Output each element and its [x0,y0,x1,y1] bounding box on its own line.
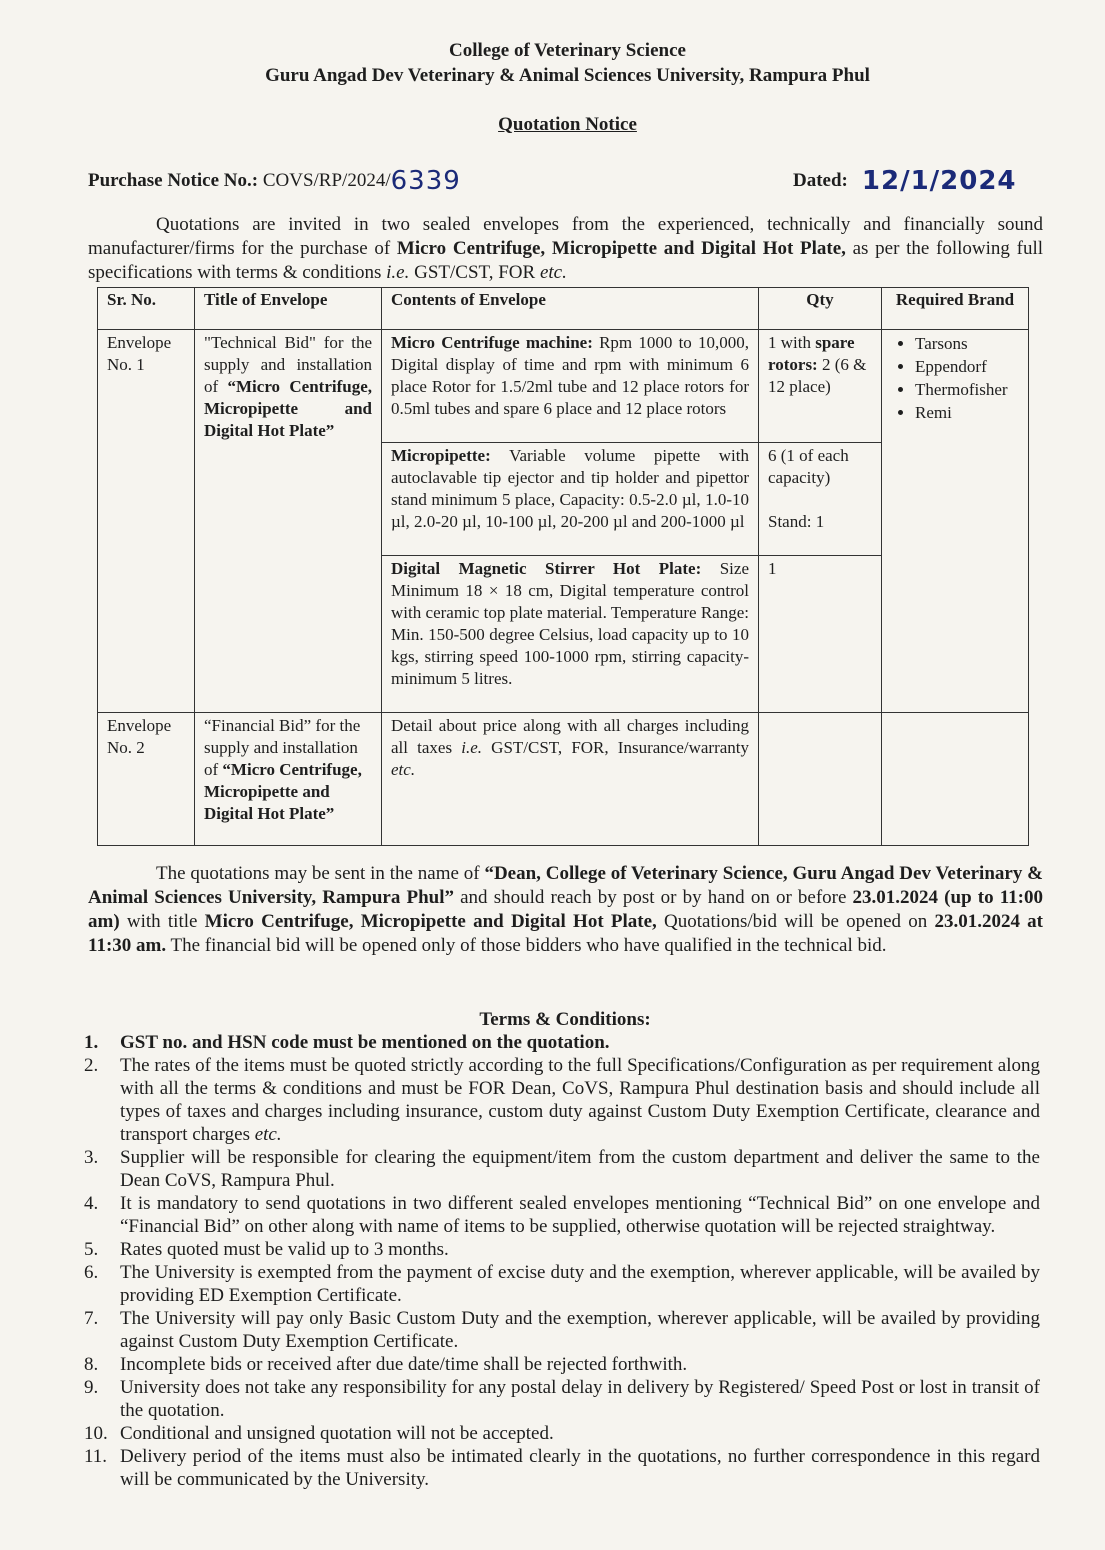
terms-title: Terms & Conditions: [479,1009,651,1030]
envelope-2-title: “Financial Bid” for the supply and installation of “Micro Centrifuge, Micropipette and Digital Hot Plate” [195,713,382,846]
qty-micropipette: 6 (1 of each capacity) Stand: 1 [759,443,882,556]
purchase-notice-number: COVS/RP/2024/ [262,170,391,191]
list-item: 7. The University will pay only Basic Custom Duty and the exemption, wherever applicable, will be availed by providing against Custom Duty Exemption Certificate. [84,1308,1040,1352]
required-brands [882,330,1029,713]
col-qty: Qty [759,288,882,330]
college-name: College of Veterinary Science [449,40,686,61]
envelope-2-brand [882,713,1029,846]
purchase-notice-line [88,163,461,196]
list-item: 10. Conditional and unsigned quotation will not be accepted. [84,1423,554,1444]
university-name: Guru Angad Dev Veterinary & Animal Sciences University, Rampura Phul [265,65,870,86]
table-header-row [98,288,1029,330]
dated-label: Dated: [793,170,848,191]
list-item: 9. University does not take any responsibility for any postal delay in delivery by Registered/ Speed Post or lost in transit of the quotation. [84,1377,1040,1421]
envelope-table [97,287,1029,846]
brand-item: • Eppendorf [915,355,1019,378]
qty-micro-centrifuge: 1 with spare rotors: 2 (6 & 12 place) [759,330,882,443]
item-hot-plate: Digital Magnetic Stirrer Hot Plate: Size Minimum 18 × 18 cm, Digital temperature control with ceramic top plate material. Temperature Range: Min. 150-500 degree Celsius, load capacity up to 10 kgs, stirring speed 100-1000 rpm, stirring capacity- minimum 5 litres. [382,556,759,713]
list-item: 2. The rates of the items must be quoted strictly according to the full Specifications/Configuration as per requirement along with all the terms & conditions and must be FOR Dean, CoVS, Rampura Phul destination basis and should include all types of taxes and charges including insurance, custom duty against Custom Duty Exemption Certificate, clearance and transport charges etc. [84,1055,1040,1145]
intro-paragraph: Quotations are invited in two sealed envelopes from the experienced, technically and financially sound manufacturer/firms for the purchase of Micro Centrifuge, Micropipette and Digital Hot Plate, as per the following full specifications with terms & conditions i.e. GST/CST, FOR etc. [88,214,1044,283]
dated-line [793,163,1017,196]
col-brand: Required Brand [882,288,1029,330]
envelope-2-contents: Detail about price along with all charges including all taxes i.e. GST/CST, FOR, Insurance/warranty etc. [382,713,759,846]
list-item: 3. Supplier will be responsible for clearing the equipment/item from the custom department and deliver the same to the Dean CoVS, Rampura Phul. [84,1147,1040,1191]
list-item: 1. GST no. and HSN code must be mentioned on the quotation. [84,1032,610,1053]
terms-list [84,1031,1040,1491]
notice-title: Quotation Notice [498,114,637,135]
list-item: 11. Delivery period of the items must also be intimated clearly in the quotations, no further correspondence in this regard will be communicated by the University. [84,1446,1040,1490]
envelope-2-qty [759,713,882,846]
col-sr-no: Sr. No. [98,288,195,330]
item-micropipette: Micropipette: Variable volume pipette with autoclavable tip ejector and tip holder and pipettor stand minimum 5 place, Capacity: 0.5-2.0 µl, 1.0-10 µl, 2.0-20 µl, 10-100 µl, 20-200 µl and 200-1000 µl [382,443,759,556]
brand-item: • Thermofisher [915,378,1019,401]
envelope-1-sr: Envelope No. 1 [98,330,195,713]
list-item: 4. It is mandatory to send quotations in two different sealed envelopes mentioning “Technical Bid” on one envelope and “Financial Bid” on other along with name of items to be supplied, otherwise quotation will be rejected straightway. [84,1193,1040,1237]
item-micro-centrifuge: Micro Centrifuge machine: Rpm 1000 to 10,000, Digital display of time and rpm with minimum 6 place Rotor for 1.5/2ml tube and 12 place rotors for 0.5ml tubes and spare 6 place and 12 place rotors [382,330,759,443]
qty-hot-plate: 1 [759,556,882,713]
list-item: 8. Incomplete bids or received after due date/time shall be rejected forthwith. [84,1354,688,1375]
handwritten-notice-number: 6339 [390,166,461,196]
table-row [98,330,1029,443]
brand-item: • Tarsons [915,332,1019,355]
col-title: Title of Envelope [195,288,382,330]
purchase-notice-label: Purchase Notice No.: [88,170,259,191]
submission-paragraph: The quotations may be sent in the name of “Dean, College of Veterinary Science, Guru Angad Dev Veterinary & Animal Sciences University, Rampura Phul” and should reach by post or by hand on or before 23.01.2024 (up to 11:00 am) with title Micro Centrifuge, Micropipette and Digital Hot Plate, Quotations/bid will be opened on 23.01.2024 at 11:30 am. The financial bid will be opened only of those bidders who have qualified in the technical bid. [88,863,1044,956]
envelope-1-title: "Technical Bid" for the supply and installation of “Micro Centrifuge, Micropipette and Digital Hot Plate” [195,330,382,713]
table-row [98,713,1029,846]
handwritten-date: 12/1/2024 [861,166,1017,196]
list-item: 6. The University is exempted from the payment of excise duty and the exemption, wherever applicable, will be availed by providing ED Exemption Certificate. [84,1262,1040,1306]
col-contents: Contents of Envelope [382,288,759,330]
brand-item: • Remi [915,401,1019,424]
list-item: 5. Rates quoted must be valid up to 3 months. [84,1239,449,1260]
envelope-2-sr: Envelope No. 2 [98,713,195,846]
